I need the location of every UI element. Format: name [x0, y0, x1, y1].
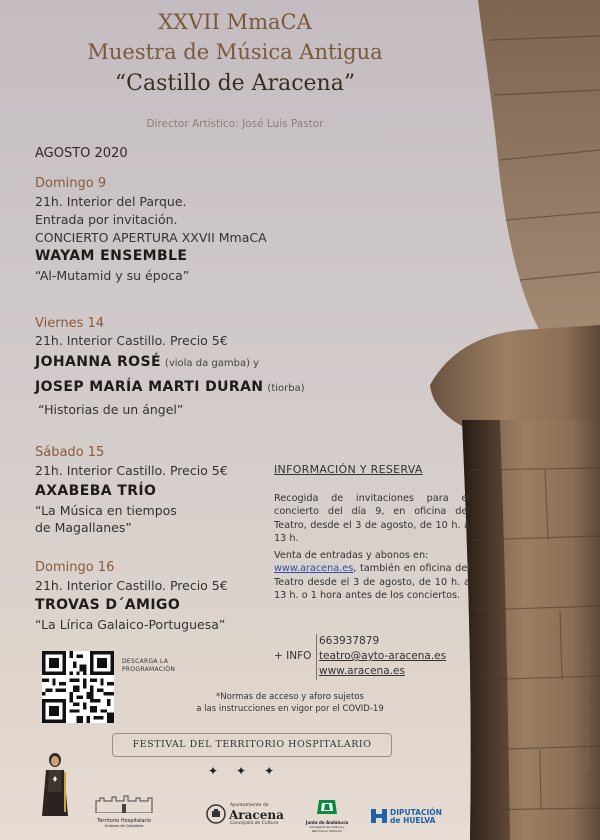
event-1-time: 21h. Interior del Parque. — [35, 194, 187, 209]
huelva-text: de HUELVA — [390, 816, 436, 825]
territorio-logo-text-1: Territorio Hospitalario — [97, 818, 151, 824]
photo-credit: Fotografía: Jesús Sánchez / Castillo de Aracena — [585, 640, 591, 772]
info-heading: INFORMACIÓN Y RESERVA — [274, 463, 423, 476]
festival-banner: FESTIVAL DEL TERRITORIO HOSPITALARIO — [112, 733, 392, 757]
decorative-diamonds: ✦✦✦ — [208, 764, 293, 778]
event-2-performers-1 — [35, 354, 259, 370]
info-phone[interactable]: 663937879 — [319, 635, 380, 647]
event-2-performer-2: JOSEP MARÍA MARTI DURAN — [35, 379, 264, 395]
qr-caption — [122, 658, 175, 673]
more-info-label: + INFO — [274, 650, 312, 662]
event-4-title: “La Lírica Galaico-Portuguesa” — [35, 617, 226, 632]
info-tickets-paragraph — [274, 549, 470, 603]
qr-caption-line-2: PROGRAMACIÓN — [122, 665, 176, 673]
info-email-link[interactable]: teatro@ayto-aracena.es — [319, 650, 447, 662]
aracena-crest-icon — [206, 803, 226, 825]
covid-note — [150, 691, 430, 715]
diputacion-text: DIPUTACIÓN — [390, 808, 442, 817]
info-invitations-paragraph: Recogida de invitaciones para el concierto del día 9, en oficina del Teatro, desde el 3 de agosto, de 10 h. a 13 h. — [274, 493, 470, 545]
event-2-performer-1-note: (viola da gamba) y — [164, 358, 260, 369]
event-3-title-1: “La Música en tiempos — [35, 503, 177, 518]
event-4-day: Domingo 16 — [35, 560, 115, 575]
event-1-note: CONCIERTO APERTURA XXVII MmaCA — [35, 230, 267, 245]
territorio-logo-text-2: Órdenes de Caballería — [104, 824, 144, 828]
event-4-time: 21h. Interior Castillo. Precio 5€ — [35, 578, 228, 593]
event-2-performer-2-note: (tiorba) — [267, 383, 305, 394]
event-3-performer: AXABEBA TRÍO — [35, 483, 157, 499]
aracena-logo-name: Aracena — [229, 808, 284, 822]
event-3-time: 21h. Interior Castillo. Precio 5€ — [35, 463, 228, 478]
junta-logo-text: Junta de Andalucía — [305, 820, 349, 825]
covid-note-line-1: *Normas de acceso y aforo sujetos — [216, 692, 364, 702]
junta-andalucia-icon — [304, 798, 350, 816]
event-1-performer: WAYAM ENSEMBLE — [35, 248, 188, 264]
festival-subtitle: “Castillo de Aracena” — [114, 71, 356, 96]
tickets-website-link[interactable]: www.aracena.es — [274, 563, 354, 575]
aracena-logo-top: Ayuntamiento de — [230, 803, 269, 808]
info-tickets-details: , también en oficina del Teatro desde el 3 de agosto, de 10 h. a 13 h. o 1 hora antes de los conciertos. — [274, 563, 470, 602]
qr-code[interactable] — [42, 651, 114, 723]
castle-icon — [92, 795, 156, 813]
festival-edition-title: XXVII MmaCA — [158, 10, 312, 34]
info-tickets-intro: Venta de entradas y abonos en: — [274, 550, 429, 561]
event-2-day: Viernes 14 — [35, 316, 105, 331]
aracena-logo-sub: Concejalía de Cultura — [230, 821, 279, 826]
event-2-performer-1: JOHANNA ROSÉ — [35, 354, 161, 370]
event-2-title: “Historias de un ángel” — [38, 402, 184, 417]
hospitaller-knight-icon — [38, 752, 72, 818]
qr-caption-line-1: DESCARGA LA — [122, 658, 169, 665]
junta-logo-sub: Consejería de Cultura y Patrimonio Histórico — [309, 825, 345, 833]
info-website-link[interactable]: www.aracena.es — [319, 665, 405, 677]
event-2-time: 21h. Interior Castillo. Precio 5€ — [35, 333, 228, 348]
event-1-entry: Entrada por invitación. — [35, 212, 178, 227]
junta-andalucia-logo — [304, 798, 350, 833]
info-divider — [316, 634, 317, 680]
event-3-title-2: de Magallanes” — [35, 520, 132, 535]
artistic-director: Director Artístico: José Luis Pastor — [146, 118, 324, 130]
event-1-day: Domingo 9 — [35, 176, 107, 191]
event-1-title: “Al-Mutamid y su época” — [35, 268, 190, 283]
event-4-performer: TROVAS D´AMIGO — [35, 597, 181, 613]
covid-note-line-2: a las instrucciones en vigor por el COVID-19 — [196, 704, 384, 714]
festival-name: Muestra de Música Antigua — [87, 40, 383, 64]
huelva-h-icon — [370, 808, 388, 824]
territorio-hospitalario-logo — [92, 795, 156, 829]
month-heading: AGOSTO 2020 — [35, 146, 128, 161]
event-3-day: Sábado 15 — [35, 445, 105, 460]
event-2-performers-2 — [35, 379, 305, 395]
